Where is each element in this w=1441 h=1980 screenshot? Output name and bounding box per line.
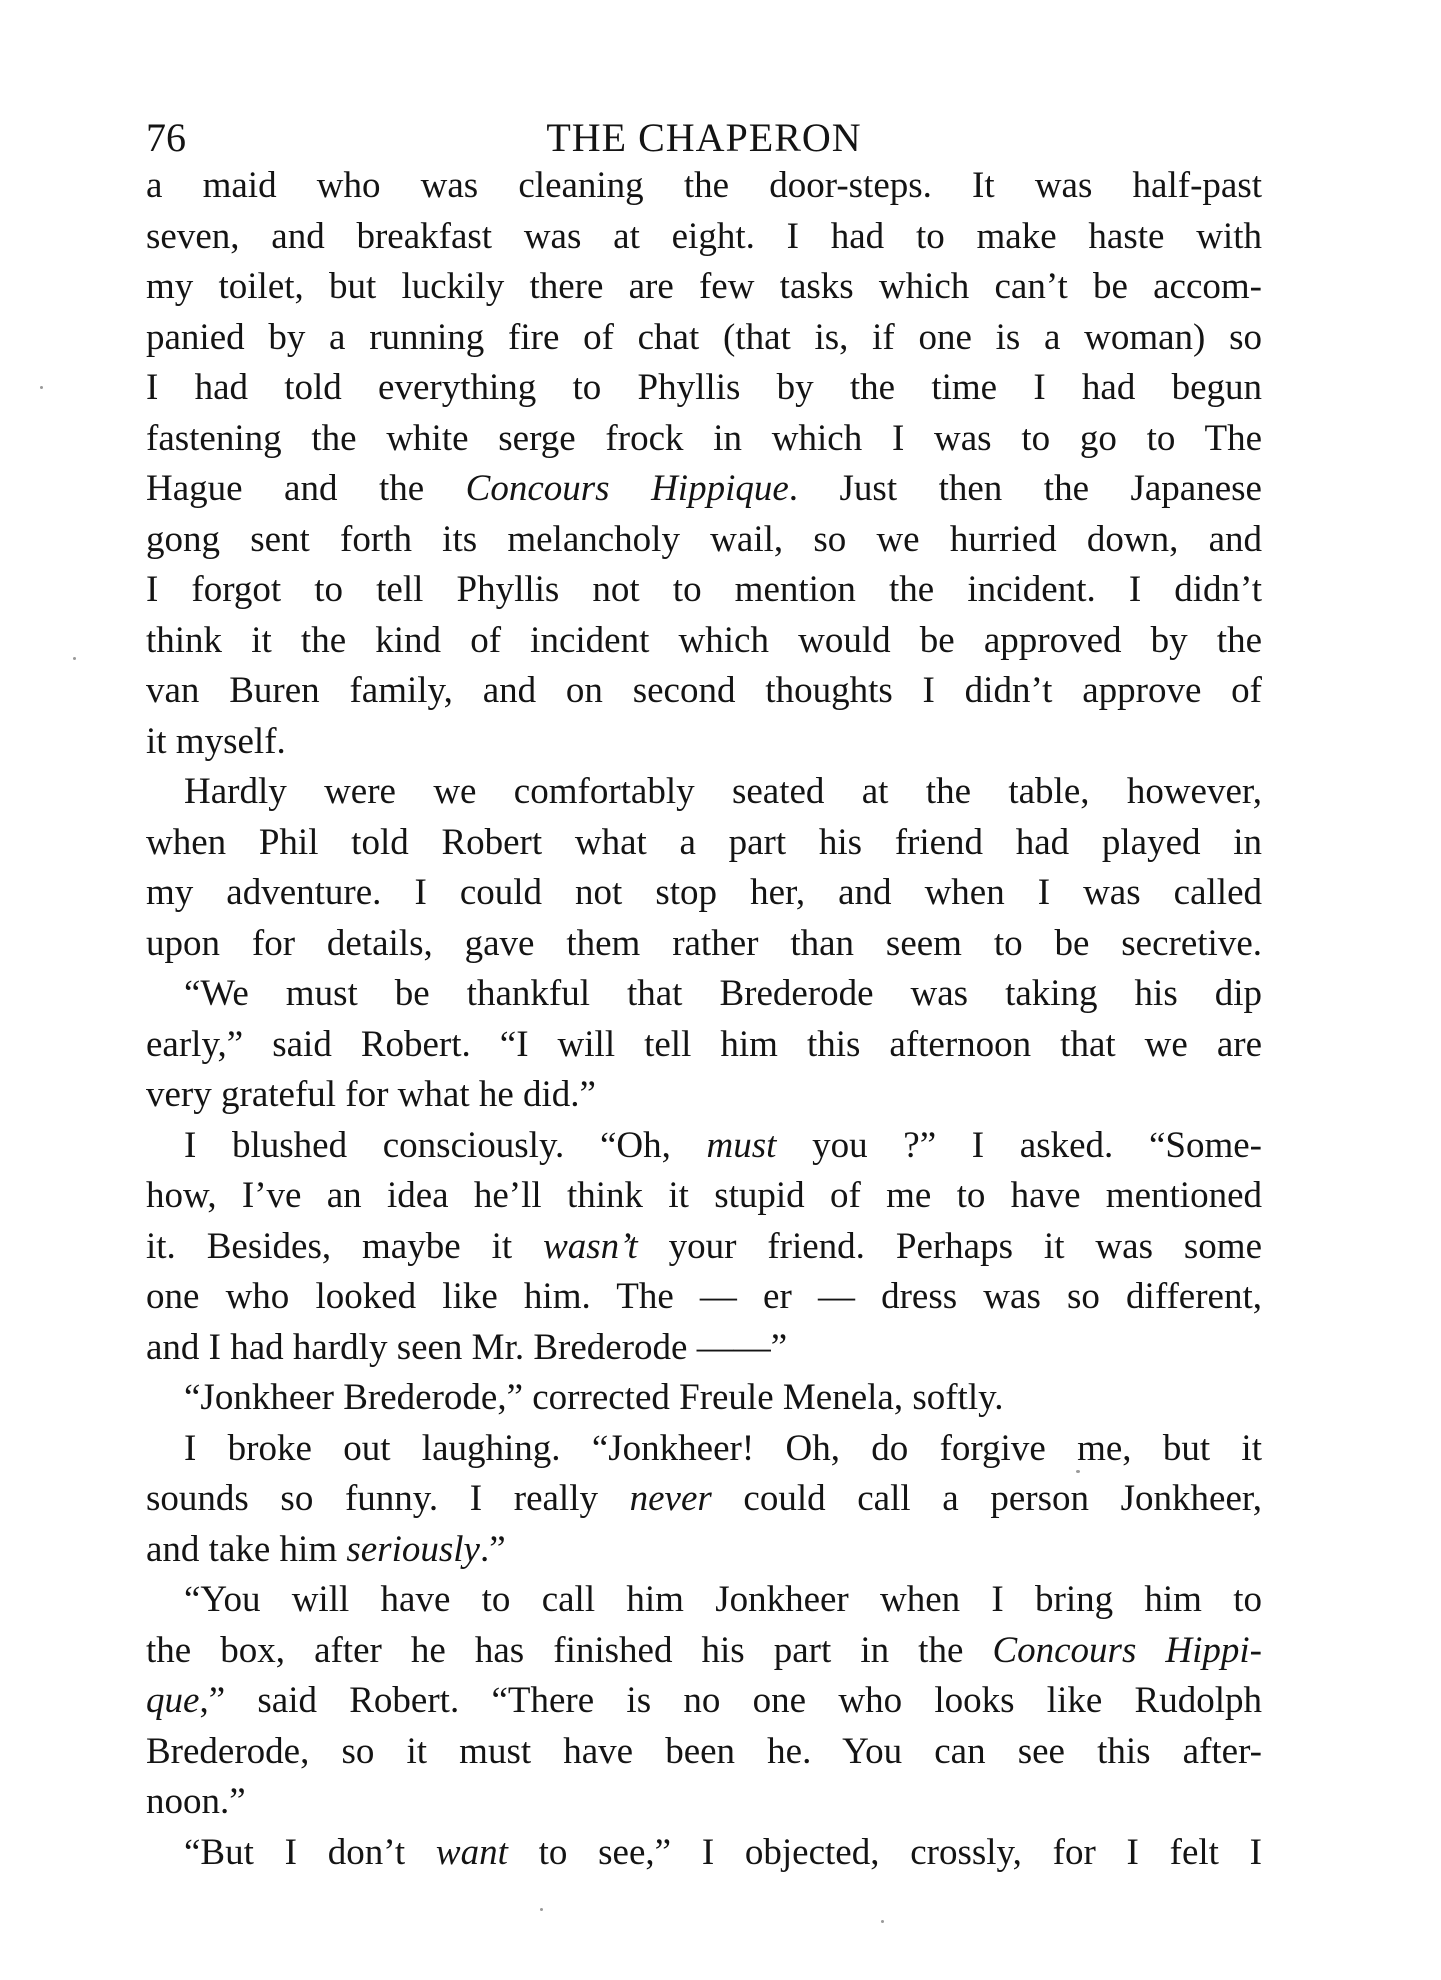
- italic-text: wasn’t: [543, 1225, 638, 1267]
- line-text: to see,” I objected, crossly, for I felt I: [507, 1831, 1262, 1873]
- text-line: [146, 1020, 1262, 1071]
- line-text: your friend. Perhaps it was some: [637, 1225, 1262, 1267]
- text-line: [146, 212, 1262, 263]
- text-line: [146, 1070, 1262, 1121]
- text-line: [146, 414, 1262, 465]
- text-line: [146, 1373, 1262, 1424]
- line-text: “You will have to call him Jonkheer when I bring him to: [184, 1579, 1262, 1620]
- text-line: [146, 1171, 1262, 1222]
- text-line: [146, 464, 1262, 515]
- paper-speck: [73, 657, 76, 660]
- text-line: [146, 919, 1262, 970]
- line-text: seven, and breakfast was at eight. I had to make haste with: [146, 215, 1262, 257]
- text-line: [146, 1222, 1262, 1273]
- line-text: my toilet, but luckily there are few tasks which can’t be accom-: [146, 266, 1262, 307]
- text-line: [146, 767, 1262, 818]
- line-text: I broke out laughing. “Jonkheer! Oh, do forgive me, but it: [184, 1427, 1262, 1469]
- line-text: gong sent forth its melancholy wail, so we hurried down, and: [146, 518, 1262, 560]
- line-text: it. Besides, maybe it: [146, 1225, 544, 1267]
- italic-text: seriously: [346, 1528, 480, 1570]
- line-text: I had told everything to Phyllis by the time I had begun: [146, 367, 1262, 408]
- text-line: [146, 616, 1262, 667]
- text-line: [146, 818, 1262, 869]
- line-text: how, I’ve an idea he’ll think it stupid of me to have mentioned: [146, 1175, 1262, 1216]
- text-line: [146, 969, 1262, 1020]
- text-line: [146, 1575, 1262, 1626]
- line-text: the box, after he has finished his part in the: [146, 1629, 993, 1671]
- line-text: a maid who was cleaning the door-steps. It was half-past: [146, 165, 1262, 206]
- line-text: think it the kind of incident which would be approved by the: [146, 619, 1262, 661]
- line-text: panied by a running fire of chat (that is, if one is a woman) so: [146, 316, 1262, 358]
- italic-text: want: [435, 1831, 508, 1873]
- text-line: [146, 1272, 1262, 1323]
- line-text: “Jonkheer Brederode,” corrected Freule Menela, softly.: [184, 1377, 1004, 1418]
- text-line: [146, 565, 1262, 616]
- line-text: and take him: [146, 1528, 347, 1570]
- line-text: Hague and the: [146, 468, 466, 509]
- paper-speck: [40, 386, 43, 389]
- line-text: and I had hardly seen Mr. Brederode ——”: [146, 1326, 788, 1368]
- text-line: [146, 313, 1262, 364]
- body-text: [146, 161, 1262, 1878]
- text-line: [146, 1676, 1262, 1727]
- italic-text: must: [706, 1124, 777, 1166]
- text-line: [146, 1626, 1262, 1677]
- line-text: very grateful for what he did.”: [146, 1074, 596, 1115]
- line-text: when Phil told Robert what a part his friend had played in: [146, 821, 1262, 863]
- line-text: noon.”: [146, 1781, 246, 1822]
- text-line: [146, 1424, 1262, 1475]
- line-text: you ?” I asked. “Some-: [776, 1124, 1262, 1166]
- text-line: [146, 1323, 1262, 1374]
- text-line: [146, 515, 1262, 566]
- line-text: it myself.: [146, 720, 286, 762]
- text-line: [146, 1474, 1262, 1525]
- page-header: [146, 108, 1262, 168]
- text-line: [146, 1777, 1262, 1828]
- line-text: ,” said Robert. “There is no one who looks like Rudolph: [199, 1680, 1262, 1721]
- line-text: sounds so funny. I really: [146, 1478, 630, 1519]
- line-text: one who looked like him. The — er — dress was so different,: [146, 1276, 1262, 1317]
- line-text: I blushed consciously. “Oh,: [184, 1124, 707, 1166]
- line-text: upon for details, gave them rather than seem to be secretive.: [146, 922, 1262, 964]
- italic-text: Concours Hippique: [465, 468, 789, 509]
- text-line: [146, 363, 1262, 414]
- text-line: [146, 1121, 1262, 1172]
- page-number: 76: [146, 115, 186, 160]
- line-text: fastening the white serge frock in which I was to go to The: [146, 417, 1262, 459]
- text-line: [146, 666, 1262, 717]
- line-text: could call a person Jonkheer,: [711, 1478, 1262, 1519]
- line-text: .”: [479, 1528, 506, 1570]
- line-text: “But I don’t: [184, 1831, 436, 1873]
- paper-speck: [1076, 1470, 1080, 1473]
- line-text: early,” said Robert. “I will tell him this afternoon that we are: [146, 1023, 1262, 1065]
- text-line: [146, 1525, 1262, 1576]
- paper-speck: [540, 1908, 543, 1911]
- text-line: [146, 1828, 1262, 1879]
- line-text: . Just then the Japanese: [788, 468, 1262, 509]
- line-text: I forgot to tell Phyllis not to mention the incident. I didn’t: [146, 569, 1262, 610]
- text-line: [146, 868, 1262, 919]
- line-text: my adventure. I could not stop her, and when I was called: [146, 872, 1262, 913]
- text-line: [146, 1727, 1262, 1778]
- italic-text: que: [146, 1680, 200, 1721]
- text-line: [146, 262, 1262, 313]
- line-text: Brederode, so it must have been he. You can see this after-: [146, 1730, 1262, 1772]
- italic-text: never: [629, 1478, 712, 1519]
- line-text: “We must be thankful that Brederode was taking his dip: [184, 973, 1262, 1014]
- text-line: [146, 717, 1262, 768]
- italic-text: Concours Hippi-: [992, 1629, 1262, 1671]
- paper-speck: [881, 1920, 884, 1923]
- text-line: [146, 161, 1262, 212]
- running-head: THE CHAPERON: [546, 115, 862, 160]
- line-text: van Buren family, and on second thoughts I didn’t approve of: [146, 670, 1262, 711]
- line-text: Hardly were we comfortably seated at the table, however,: [184, 771, 1262, 812]
